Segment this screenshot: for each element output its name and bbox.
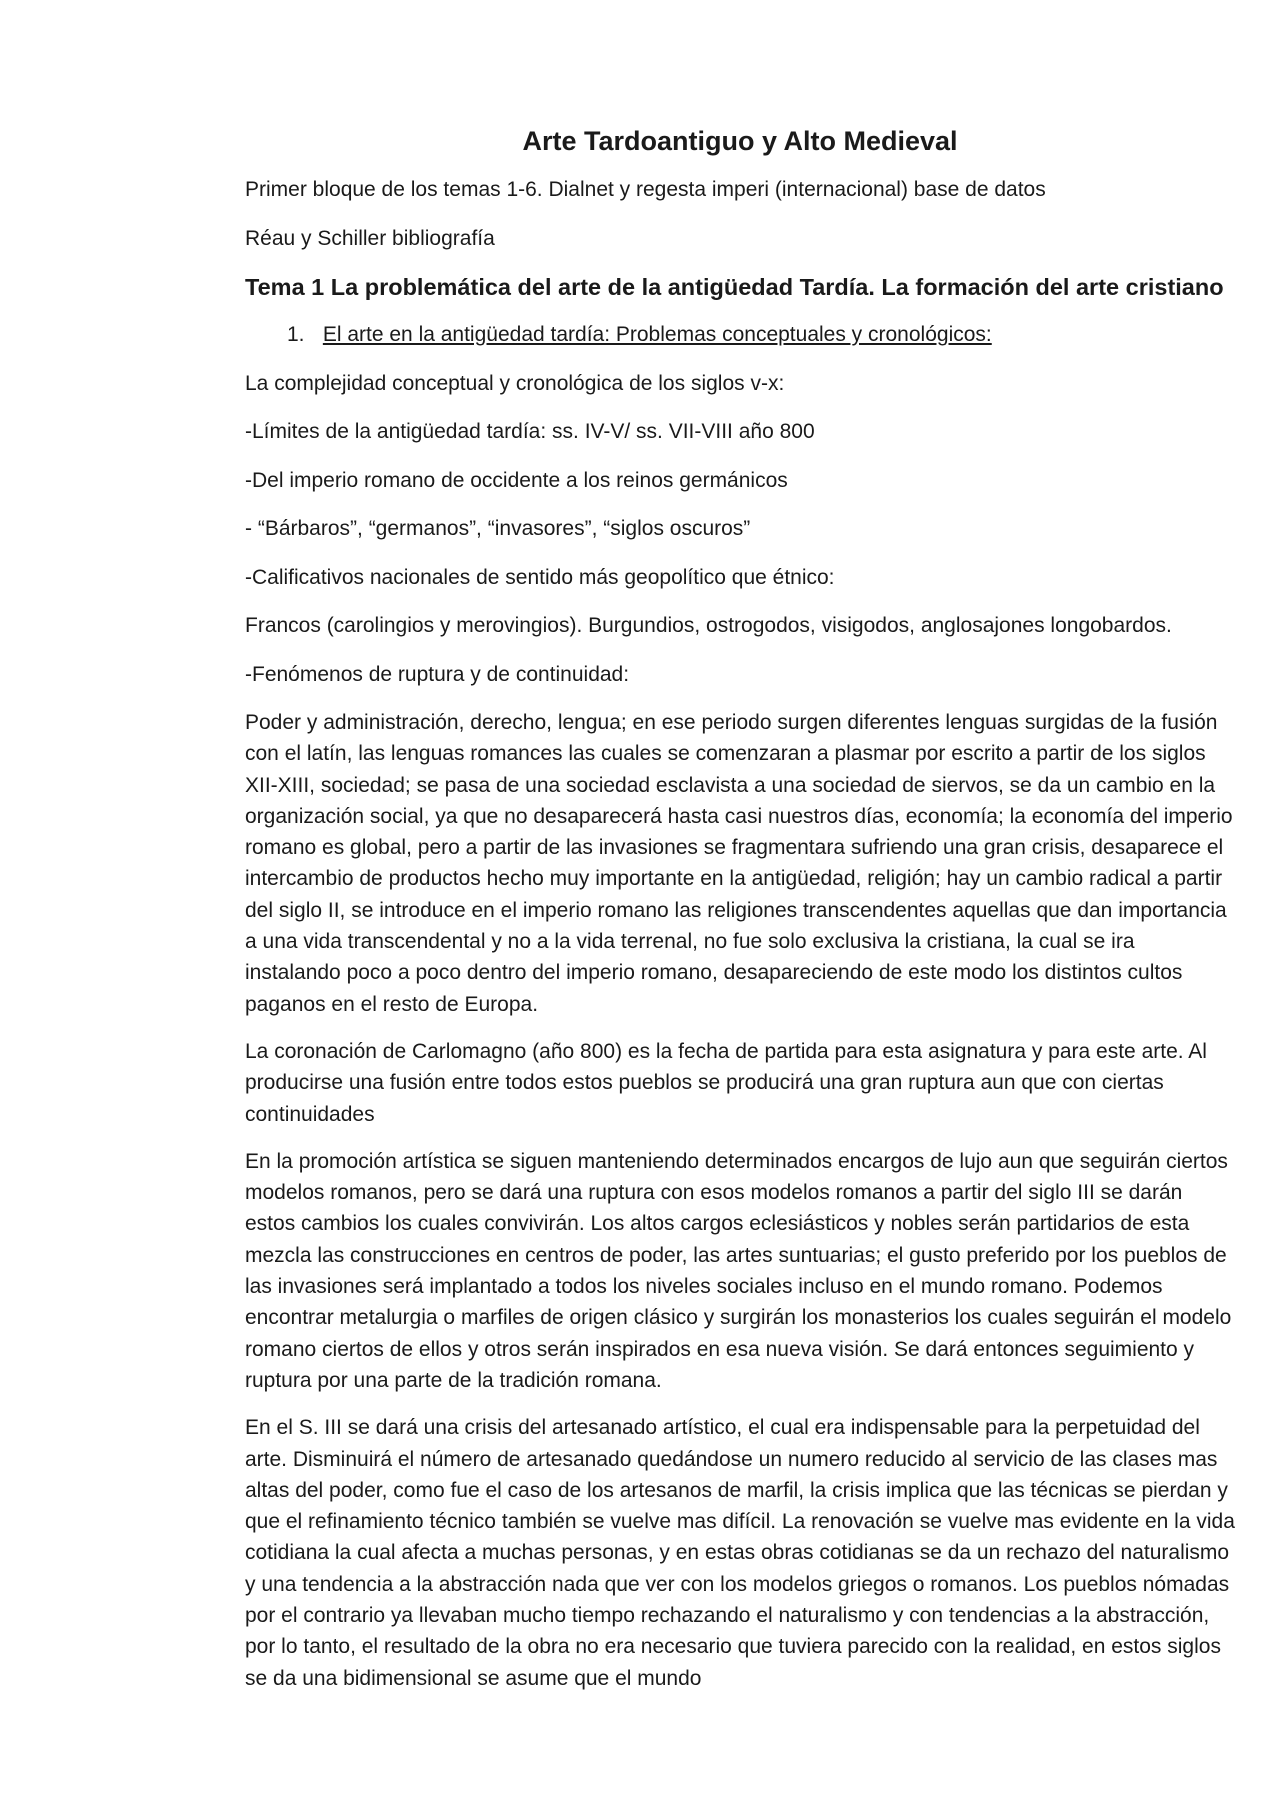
paragraph-artistic-promotion: En la promoción artística se siguen manteniendo determinados encargos de lujo aun que seguirán ciertos modelos romanos, pero se dará una ruptura con esos modelos romanos a partir del siglo III se darán estos cambios los cuales convivirán. Los altos cargos eclesiásticos y nobles serán partidarios de esta mezcla las construcciones en centros de poder, las artes suntuarias; el gusto preferido por los pueblos de las invasiones será implantado a todos los niveles sociales incluso en el mundo romano. Podemos encontrar metalurgia o marfiles de origen clásico y surgirán los monasterios los cuales seguirán el modelo romano ciertos de ellos y otros serán inspirados en esa nueva visión. Se dará entonces seguimiento y ruptura por una parte de la tradición romana. [245, 1149, 1232, 1392]
paragraph-artisan-crisis: En el S. III se dará una crisis del artesanado artístico, el cual era indispensable para la perpetuidad del arte. Disminuirá el número de artesanado quedándose un numero reducido al servicio de las clases mas altas del poder, como fue el caso de los artesanos de marfil, la crisis implica que las técnicas se pierdan y que el refinamiento técnico también se vuelve mas difícil. La renovación se vuelve mas evidente en la vida cotidiana la cual afecta a muchas personas, y en estas obras cotidianas se da un rechazo del naturalismo y una tendencia a la abstracción nada que ver con los modelos griegos o romanos. Los pueblos nómadas por el contrario ya llevaban mucho tiempo rechazando el naturalismo y con tendencias a la abstracción, por lo tanto, el resultado de la obra no era necesario que tuviera parecido con la realidad, en estos siglos se da una bidimensional se asume que el mundo [245, 1416, 1235, 1690]
text-line-empire: -Del imperio romano de occidente a los reinos germánicos [245, 468, 788, 492]
document-title: Arte Tardoantiguo y Alto Medieval [522, 126, 958, 156]
intro-line-databases: Primer bloque de los temas 1-6. Dialnet y regesta imperi (internacional) base de datos [245, 178, 1046, 201]
text-line-limits: -Límites de la antigüedad tardía: ss. IV-V/ ss. VII-VIII año 800 [245, 420, 815, 443]
text-line-complexity: La complejidad conceptual y cronológica de los siglos v-x: [245, 371, 785, 395]
section-heading: Tema 1 La problemática del arte de la antigüedad Tardía. La formación del arte cristiano [245, 274, 1224, 300]
text-line-qualifiers: -Calificativos nacionales de sentido más geopolítico que étnico: [245, 565, 835, 589]
paragraph-charlemagne: La coronación de Carlomagno (año 800) es la fecha de partida para esta asignatura y para este arte. Al producirse una fusión entre todos estos pueblos se producirá una gran ruptura aun que con ciertas continuidades [245, 1039, 1207, 1126]
text-line-peoples: Francos (carolingios y merovingios). Burgundios, ostrogodos, visigodos, anglosajones longobardos. [245, 614, 1172, 637]
paragraph-power-administration: Poder y administración, derecho, lengua; en ese periodo surgen diferentes lenguas surgidas de la fusión con el latín, las lenguas romances las cuales se comenzaran a plasmar por escrito a partir de los siglos XII-XIII, sociedad; se pasa de una sociedad esclavista a una sociedad de siervos, se da un cambio en la organización social, ya que no desaparecerá hasta casi nuestros días, economía; la economía del imperio romano es global, pero a partir de las invasiones se fragmentara sufriendo una gran crisis, desaparece el intercambio de productos hecho muy importante en la antigüedad, religión; hay un cambio radical a partir del siglo II, se introduce en el imperio romano las religiones transcendentes aquellas que dan importancia a una vida transcendental y no a la vida terrenal, no fue solo exclusiva la cristiana, la cual se ira instalando poco a poco dentro del imperio romano, desapareciendo de este modo los distintos cultos paganos en el resto de Europa. [245, 711, 1233, 1016]
numbered-list-item [245, 319, 1235, 351]
intro-line-bibliography: Réau y Schiller bibliografía [245, 226, 495, 250]
list-item-number: 1. [287, 323, 305, 346]
document-page [245, 124, 1235, 1710]
text-line-phenomena: -Fenómenos de ruptura y de continuidad: [245, 662, 630, 686]
text-line-terms: - “Bárbaros”, “germanos”, “invasores”, “siglos oscuros” [245, 517, 751, 540]
list-item-text: El arte en la antigüedad tardía: Problemas conceptuales y cronológicos: [322, 323, 992, 346]
